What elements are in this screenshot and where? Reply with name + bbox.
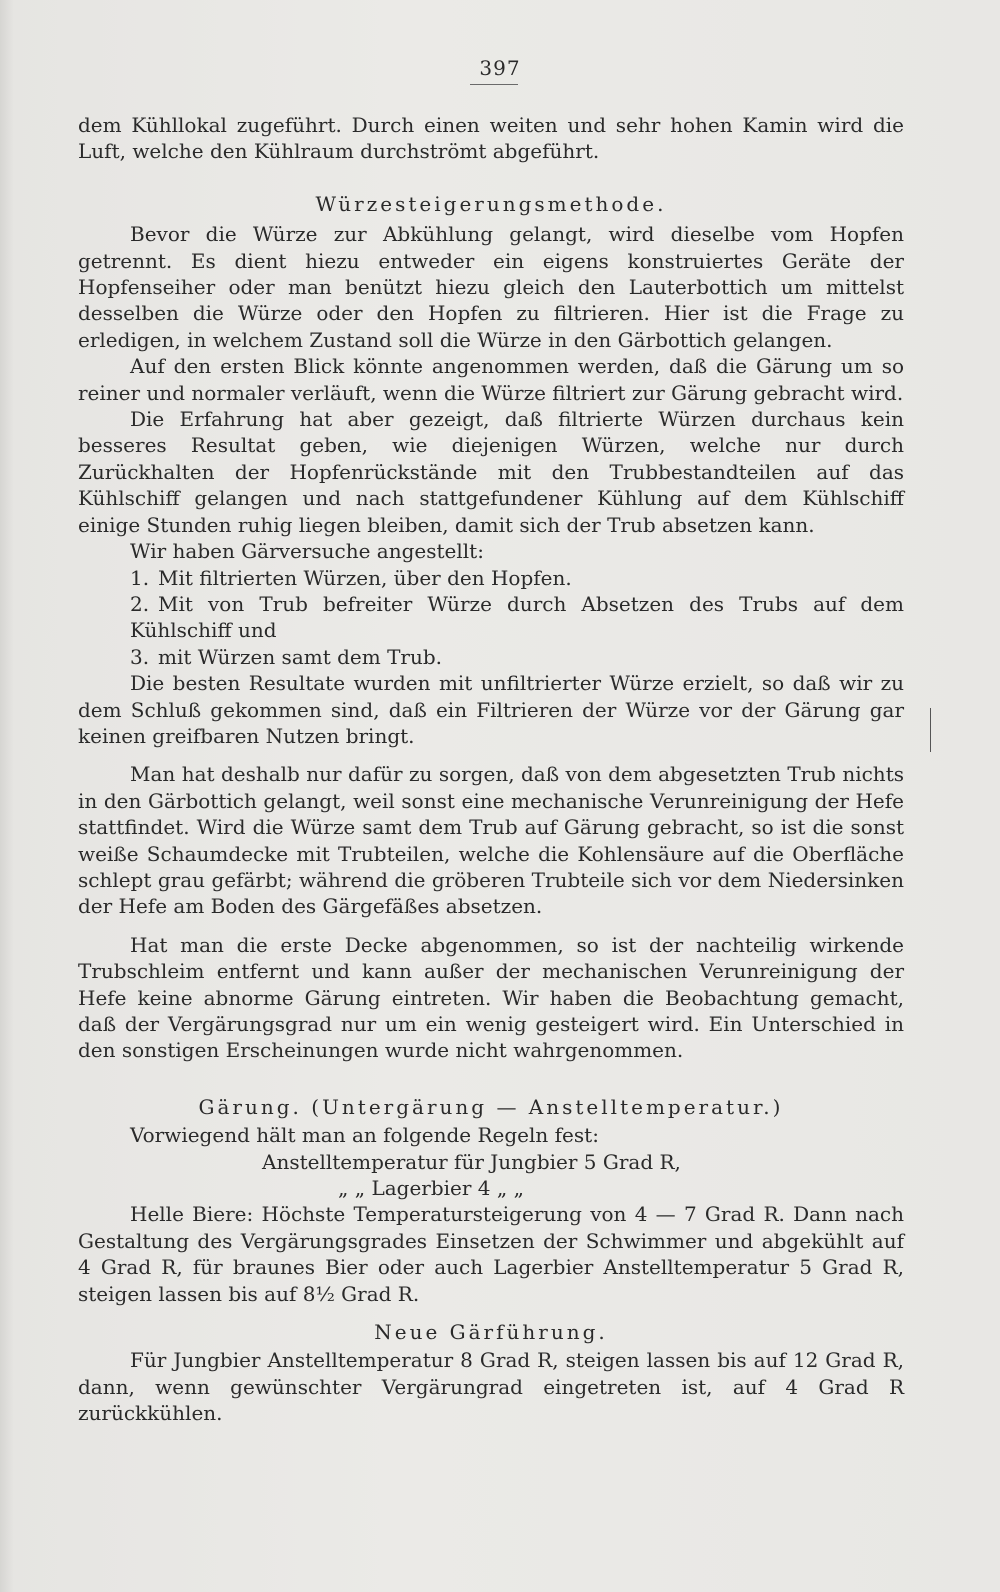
paragraph-trub-care: Man hat deshalb nur dafür zu sorgen, daß von dem abgesetzten Trub nichts in den Gärbottich gelangt, weil sonst eine mechanische Verunreinigung der Hefe stattfindet. Wird die Würze samt dem Trub auf Gärung gebracht, so ist die sonst weiße Schaumdecke mit Trubteilen, welche die Kohlensäure auf die Oberfläche schlept grau gefärbt; während die gröberen Trubteile sich vor dem Niedersinken der Hefe am Boden des Gärgefäßes absetzen. [78, 762, 904, 919]
paragraph-best-results: Die besten Resultate wurden mit unfiltrierter Würze erzielt, so daß wir zu dem Schluß gekommen sind, daß ein Filtrieren der Würze vor der Gärung gar keinen greifbaren Nutzen bringt. [78, 671, 904, 748]
temperature-line-lagerbier: „ „ Lagerbier 4 „ „ [338, 1176, 524, 1201]
heading-gaerung: Gärung. (Untergärung — Anstelltemperatur.) [198, 1094, 784, 1119]
page-number: 397 [479, 56, 521, 80]
list-item [78, 591, 904, 644]
list-item-text: mit Würzen samt dem Trub. [158, 644, 443, 669]
page-body [78, 112, 904, 1427]
list-item-text: Mit filtrierten Würzen, über den Hopfen. [158, 565, 572, 590]
heading-wuerzesteigerungsmethode: Würzesteigerungsmethode. [315, 191, 667, 216]
paragraph-helle-biere: Helle Biere: Höchste Temperatursteigerung von 4 — 7 Grad R. Dann nach Gestaltung des Vergärungsgrades Einsetzen der Schwimmer und abgekühlt auf 4 Grad R, für braunes Bier oder auch Lagerbier Anstelltemperatur 5 Grad R, steigen lassen bis auf 8½ Grad R. [78, 1202, 904, 1306]
page-number-rule [470, 84, 518, 85]
page-edge-shadow [0, 0, 14, 1592]
list-item-number: 1. [130, 565, 150, 590]
list-item-number: 2. [130, 591, 150, 616]
paragraph-jungbier: Für Jungbier Anstelltemperatur 8 Grad R, steigen lassen bis auf 12 Grad R, dann, wenn gewünschter Vergärungrad eingetreten ist, auf 4 Grad R zurückkühlen. [78, 1348, 904, 1426]
list-item [78, 644, 904, 670]
list-item [78, 565, 904, 591]
paragraph-cooling-continuation: dem Kühllokal zugeführt. Durch einen weiten und sehr hohen Kamin wird die Luft, welche den Kühlraum durchströmt abgeführt. [78, 113, 904, 164]
paragraph-experiments-intro: Wir haben Gärversuche angestellt: [130, 539, 484, 564]
paragraph-rules-intro: Vorwiegend hält man an folgende Regeln fest: [130, 1123, 599, 1148]
paragraph-hop-separation: Bevor die Würze zur Abkühlung gelangt, wird dieselbe vom Hopfen getrennt. Es dient hiezu entweder ein eigens konstruiertes Geräte der Hopfenseiher oder man benützt hiezu gleich den Lauterbottich um mittelst desselben die Würze oder den Hopfen zu filtrieren. Hier ist die Frage zu erledigen, in welchem Zustand soll die Würze in den Gärbottich gelangen. [78, 222, 904, 352]
list-item-text: Mit von Trub befreiter Würze durch Absetzen des Trubs auf dem Kühlschiff und [130, 591, 904, 643]
list-item-number: 3. [130, 644, 150, 669]
margin-pencil-mark [930, 708, 931, 752]
paragraph-gap [78, 920, 904, 932]
paragraph-gap [78, 749, 904, 761]
paragraph-first-cover: Hat man die erste Decke abgenommen, so ist der nachteilig wirkende Trubschleim entfernt und kann außer der mechanischen Verunreinigung der Hefe keine abnorme Gärung eintreten. Wir haben die Beobachtung gemacht, daß der Vergärungsgrad nur um ein wenig gesteigert wird. Ein Unterschied in den sonstigen Erscheinungen wurde nicht wahrgenommen. [78, 932, 904, 1063]
paragraph-experience: Die Erfahrung hat aber gezeigt, daß filtrierte Würzen durchaus kein besseres Resultat geben, wie diejenigen Würzen, welche nur durch Zurückhalten der Hopfenrückstände mit den Trubbestandteilen auf das Kühlschiff gelangen und nach stattgefundener Kühlung auf dem Kühlschiff einige Stunden ruhig liegen bleiben, damit sich der Trub absetzen kann. [78, 407, 904, 537]
heading-neue-gaerfuehrung: Neue Gärführung. [374, 1320, 608, 1345]
temperature-line-jungbier: Anstelltemperatur für Jungbier 5 Grad R, [262, 1149, 681, 1174]
paragraph-first-glance: Auf den ersten Blick könnte angenommen werden, daß die Gärung um so reiner und normaler verläuft, wenn die Würze filtriert zur Gärung gebracht wird. [78, 354, 904, 405]
